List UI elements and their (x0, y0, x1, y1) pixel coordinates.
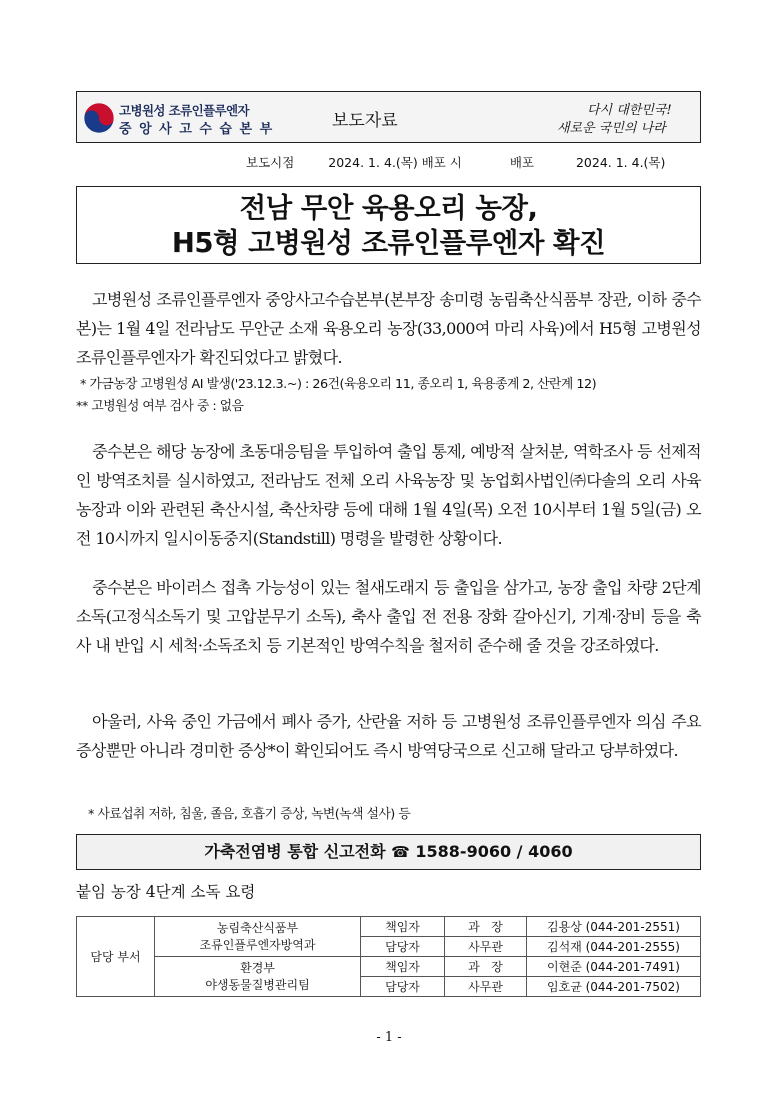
contact-person: 김석재 (044-201-2555) (527, 937, 701, 957)
contact-title: 과 장 (445, 917, 527, 937)
org-name-line2: 중 앙 사 고 수 습 본 부 (119, 122, 274, 137)
headline-box (76, 186, 701, 264)
paragraph-3: 중수본은 바이러스 접촉 가능성이 있는 철새도래지 등 출입을 삼가고, 농장 출입 차량 2단계 소독(고정식소독기 및 고압분무기 소독), 축사 출입 전 전용 장화 갈아신기, 기계·장비 등을 축사 내 반입 시 세척·소독조치 등 기본적인 방역수칙을 철저히 준수해 줄 것을 강조하였다. (76, 578, 701, 655)
svg-text:다시 대한민국!: 다시 대한민국! (587, 103, 672, 118)
release-time-label: 보도시점 (246, 155, 295, 170)
dept-name: 환경부 (240, 960, 275, 975)
release-time-value: 2024. 1. 4.(목) 배포 시 (328, 155, 462, 170)
table-row (77, 917, 701, 937)
distribution-value: 2024. 1. 4.(목) (575, 155, 666, 170)
contact-person: 이현준 (044-201-7491) (527, 957, 701, 977)
ministry-logo (83, 99, 274, 137)
paragraph-4: 아울러, 사육 중인 가금에서 폐사 증가, 산란율 저하 등 고병원성 조류인플루엔자 의심 주요 증상뿐만 아니라 경미한 증상*이 확인되어도 즉시 방역당국으로 신고해 달라고 당부하였다. (76, 712, 701, 760)
release-info (246, 153, 665, 171)
attachment-note: 붙임 농장 4단계 소독 요령 (76, 883, 256, 901)
telephone-icon: ☎ (391, 843, 410, 861)
doc-type-title: 보도자료 (332, 111, 398, 131)
contact-title: 사무관 (445, 977, 527, 997)
taegeuk-emblem-icon (83, 102, 115, 134)
dept-division: 야생동물질병관리팀 (205, 977, 310, 992)
dept-cell (155, 957, 361, 997)
note-3: * 사료섭취 저하, 침울, 졸음, 호흡기 증상, 녹변(녹색 설사) 등 (88, 807, 411, 822)
distribution-label: 배포 (509, 155, 534, 170)
paragraph-2: 중수본은 해당 농장에 초동대응팀을 투입하여 출입 통제, 예방적 살처분, 역학조사 등 선제적인 방역조치를 실시하였고, 전라남도 전체 오리 사육농장 및 농업회사법인㈜다솔의 오리 사육농장과 이와 관련된 축산시설, 축산차량 등에 대해 1월 4일(목) 오전 10시부터 1월 5일(금) 오전 10시까지 일시이동중지(Standstill) 명령을 발령한 상황이다. (76, 442, 701, 548)
org-name-line1: 고병원성 조류인플루엔자 (119, 103, 249, 118)
page-number: - 1 - (376, 1030, 402, 1045)
press-header (76, 91, 701, 143)
contact-role: 책임자 (361, 917, 445, 937)
contact-person: 김용상 (044-201-2551) (527, 917, 701, 937)
dept-cell (155, 917, 361, 957)
contacts-table (76, 916, 701, 997)
note-1: * 가금농장 고병원성 AI 발생('23.12.3.~) : 26건(육용오리 11, 종오리 1, 육용종계 2, 산란계 12) (80, 377, 597, 392)
contact-person: 임호균 (044-201-7502) (527, 977, 701, 997)
hotline-number: 1588-9060 / 4060 (415, 842, 573, 861)
contact-group-label: 담당 부서 (77, 917, 155, 997)
dept-division: 조류인플루엔자방역과 (199, 937, 316, 952)
svg-text:새로운 국민의 나라: 새로운 국민의 나라 (557, 121, 666, 136)
contact-title: 과 장 (445, 957, 527, 977)
contact-role: 담당자 (361, 977, 445, 997)
dept-name: 농림축산식품부 (216, 920, 299, 935)
slogan-calligraphy (527, 98, 692, 138)
contact-role: 책임자 (361, 957, 445, 977)
hotline-label: 가축전염병 통합 신고전화 (204, 842, 386, 861)
hotline-box (76, 834, 701, 870)
headline-line2: H5형 고병원성 조류인플루엔자 확진 (171, 227, 606, 259)
table-row (77, 957, 701, 977)
contact-title: 사무관 (445, 937, 527, 957)
paragraph-1: 고병원성 조류인플루엔자 중앙사고수습본부(본부장 송미령 농림축산식품부 장관, 이하 중수본)는 1월 4일 전라남도 무안군 소재 육용오리 농장(33,000여 마리 사육)에서 H5형 고병원성 조류인플루엔자가 확진되었다고 밝혔다. (76, 290, 701, 367)
note-2: ** 고병원성 여부 검사 중 : 없음 (76, 399, 244, 414)
headline-line1: 전남 무안 육용오리 농장, (239, 192, 538, 224)
contact-role: 담당자 (361, 937, 445, 957)
